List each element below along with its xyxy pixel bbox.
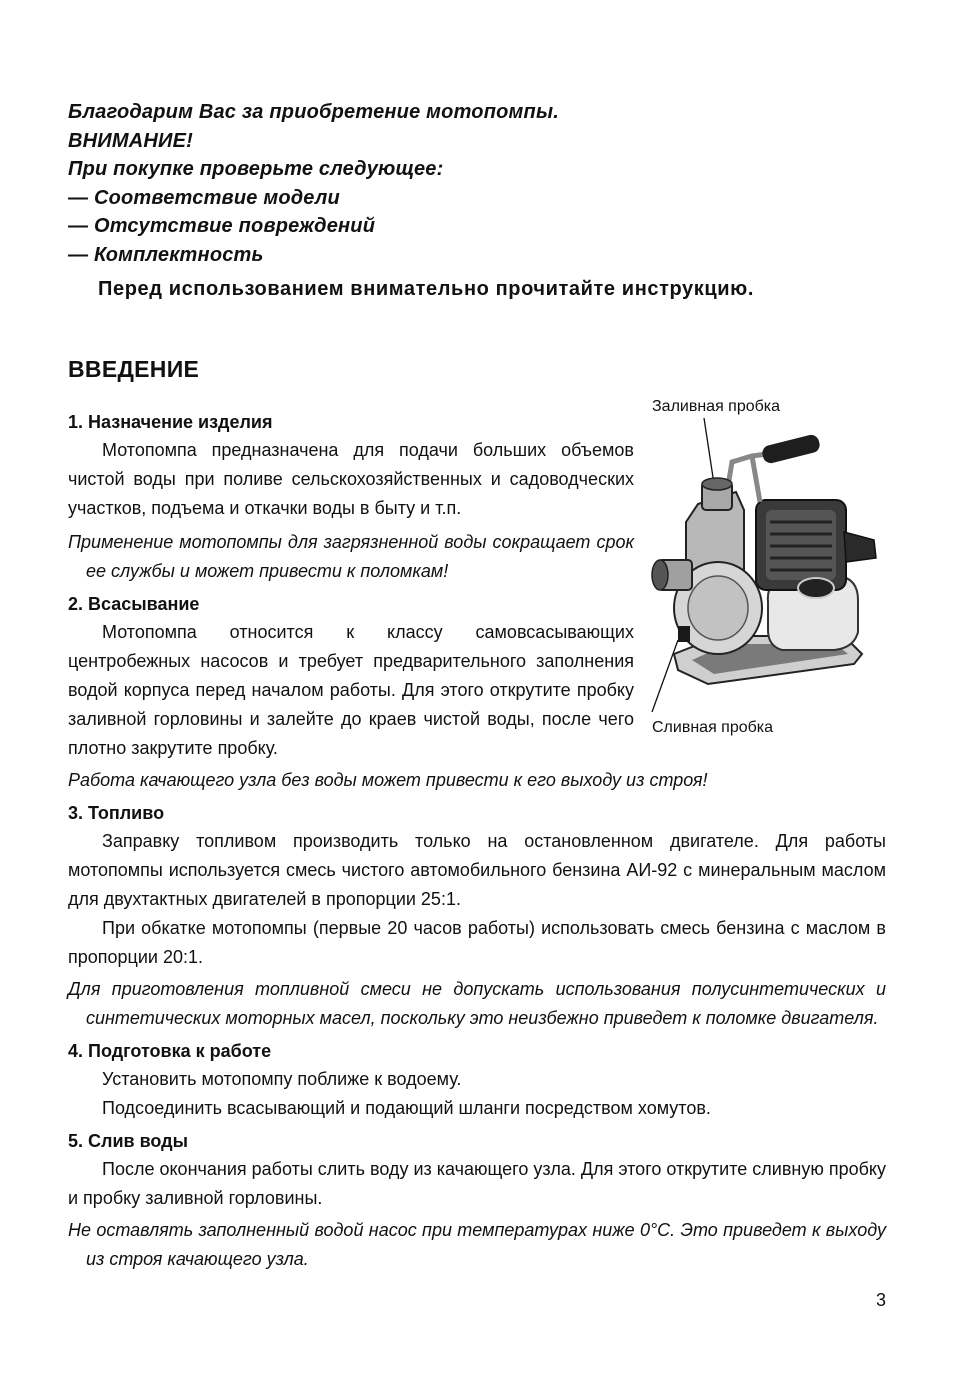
paragraph: При обкатке мотопомпы (первые 20 часов работы) использовать смесь бензина с маслом в пропорции 20:1. <box>68 918 886 967</box>
warning-text: Применение мотопомпы для загрязненной воды сокращает срок ее службы и может привести к поломкам! <box>68 532 634 581</box>
page-number: 3 <box>875 1290 886 1310</box>
intro-line: — Комплектность <box>68 243 264 266</box>
filler-plug-label: Заливная пробка <box>652 398 781 415</box>
intro-line: ВНИМАНИЕ! <box>68 129 194 152</box>
section-heading: 2. Всасывание <box>68 594 200 614</box>
warning-text: Не оставлять заполненный водой насос при температурах ниже 0°С. Это приведет к выходу из строя качающего узла. <box>68 1220 886 1269</box>
warning-text: Для приготовления топливной смеси не допускать использования полусинтетических и синтетических моторных масел, поскольку это неизбежно приведет к поломке двигателя. <box>68 979 886 1028</box>
section-4 <box>68 1037 886 1123</box>
main-content <box>68 404 886 1274</box>
intro-line: Благодарим Вас за приобретение мотопомпы. <box>68 101 560 123</box>
paragraph: После окончания работы слить воду из качающего узла. Для этого открутите сливную пробку и пробку заливной горловины. <box>68 1159 886 1208</box>
intro-line: — Отсутствие повреждений <box>68 215 376 237</box>
paragraph: Заправку топливом производить только на остановленном двигателе. Для работы мотопомпы используется смесь чистого автомобильного бензина АИ-92 с минеральным маслом для двухтактных двигателей в пропорции 25:1. <box>68 831 886 909</box>
intro-line: При покупке проверьте следующее: <box>68 158 444 180</box>
section-2 <box>68 590 634 763</box>
section-title: ВВЕДЕНИЕ <box>68 356 200 382</box>
section-3 <box>68 799 886 1033</box>
paragraph: Мотопомпа относится к классу самовсасывающих центробежных насосов и требует предварительного заполнения водой корпуса перед началом работы. Для этого открутите пробку заливной горловины и залейте до краев чистой воды, после чего плотно закрутите пробку. <box>68 622 634 758</box>
intro-block <box>68 98 888 303</box>
drain-plug-label: Сливная пробка <box>652 719 774 736</box>
section-heading: 4. Подготовка к работе <box>68 1041 272 1061</box>
section-1 <box>68 408 634 586</box>
section-heading: 1. Назначение изделия <box>68 412 273 432</box>
paragraph: Мотопомпа предназначена для подачи больших объемов чистой воды при поливе сельскохозяйственных и садоводческих участков, подъема и откачки воды в быту и т.п. <box>68 440 634 518</box>
warning-text: Работа качающего узла без воды может привести к его выходу из строя! <box>68 770 708 790</box>
paragraph: Подсоединить всасывающий и подающий шланги посредством хомутов. <box>102 1098 711 1118</box>
section-heading: 3. Топливо <box>68 803 165 823</box>
section-heading: 5. Слив воды <box>68 1131 188 1151</box>
read-instructions-notice: Перед использованием внимательно прочитайте инструкцию. <box>98 278 755 300</box>
intro-line: — Соответствие модели <box>68 186 340 209</box>
paragraph: Установить мотопомпу поближе к водоему. <box>102 1069 462 1089</box>
section-5 <box>68 1127 886 1274</box>
